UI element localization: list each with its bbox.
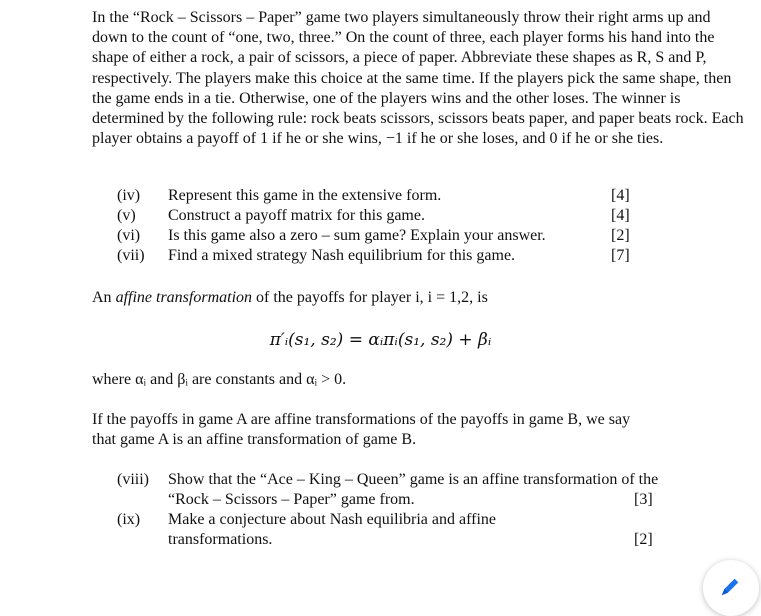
question-ix-line1: Make a conjecture about Nash equilibria and affine [168,511,497,528]
definition-paragraph: If the payoffs in game A are affine transformations of the payoffs in game B, we say that game A is an affine transformation of game B. [92,411,631,449]
question-vi-marks: [2] [611,227,630,244]
question-vii-text: Find a mixed strategy Nash equilibrium for this game. [168,247,516,264]
question-viii-line2: “Rock – Scissors – Paper” game from. [168,491,415,508]
question-v-number: (v) [117,207,136,224]
pencil-icon [719,576,741,598]
question-iv-text: Represent this game in the extensive form. [168,187,442,204]
intro-paragraph: In the “Rock – Scissors – Paper” game two players simultaneously throw their right arms up and down to the count of “one, two, three.” On the count of three, each player forms his hand into the shape of either a rock, a pair of scissors, a piece of paper. Abbreviate these shapes as R, S and P, respectively. The players make this choice at the same time. If the players pick the same shape, then the game ends in a tie. Otherwise, one of the players wins and the other loses. The winner is determined by the following rule: rock beats scissors, scissors beats paper, and paper beats rock. Each player obtains a payoff of 1 if he or she wins, −1 if he or she loses, and 0 if he or she ties. [92,9,744,148]
question-vii-marks: [7] [611,247,630,264]
question-vi-number: (vi) [117,227,141,244]
question-viii-line1: Show that the “Ace – King – Queen” game is an affine transformation of the [168,471,659,488]
question-viii-marks: [3] [634,491,653,508]
edit-button[interactable] [703,560,759,616]
affine-prefix: An [92,289,116,306]
affine-intro [92,288,744,308]
question-iv-number: (iv) [117,187,141,204]
question-viii-number: (viii) [117,471,149,488]
question-ix-marks: [2] [634,531,653,548]
affine-formula: π′ᵢ(s₁, s₂) = αᵢπᵢ(s₁, s₂) + βᵢ [269,330,492,350]
where-text: where αᵢ and βᵢ are constants and αᵢ > 0. [92,371,347,388]
question-v-text: Construct a payoff matrix for this game. [168,207,425,224]
question-ix-number: (ix) [117,511,141,528]
question-vii-number: (vii) [117,247,145,264]
affine-suffix: of the payoffs for player i, i = 1,2, is [252,289,488,306]
question-vi-text: Is this game also a zero – sum game? Explain your answer. [168,227,546,244]
question-v-marks: [4] [611,207,630,224]
question-iv-marks: [4] [611,187,630,204]
affine-term: affine transformation [115,289,253,306]
question-ix-line2: transformations. [168,531,273,548]
